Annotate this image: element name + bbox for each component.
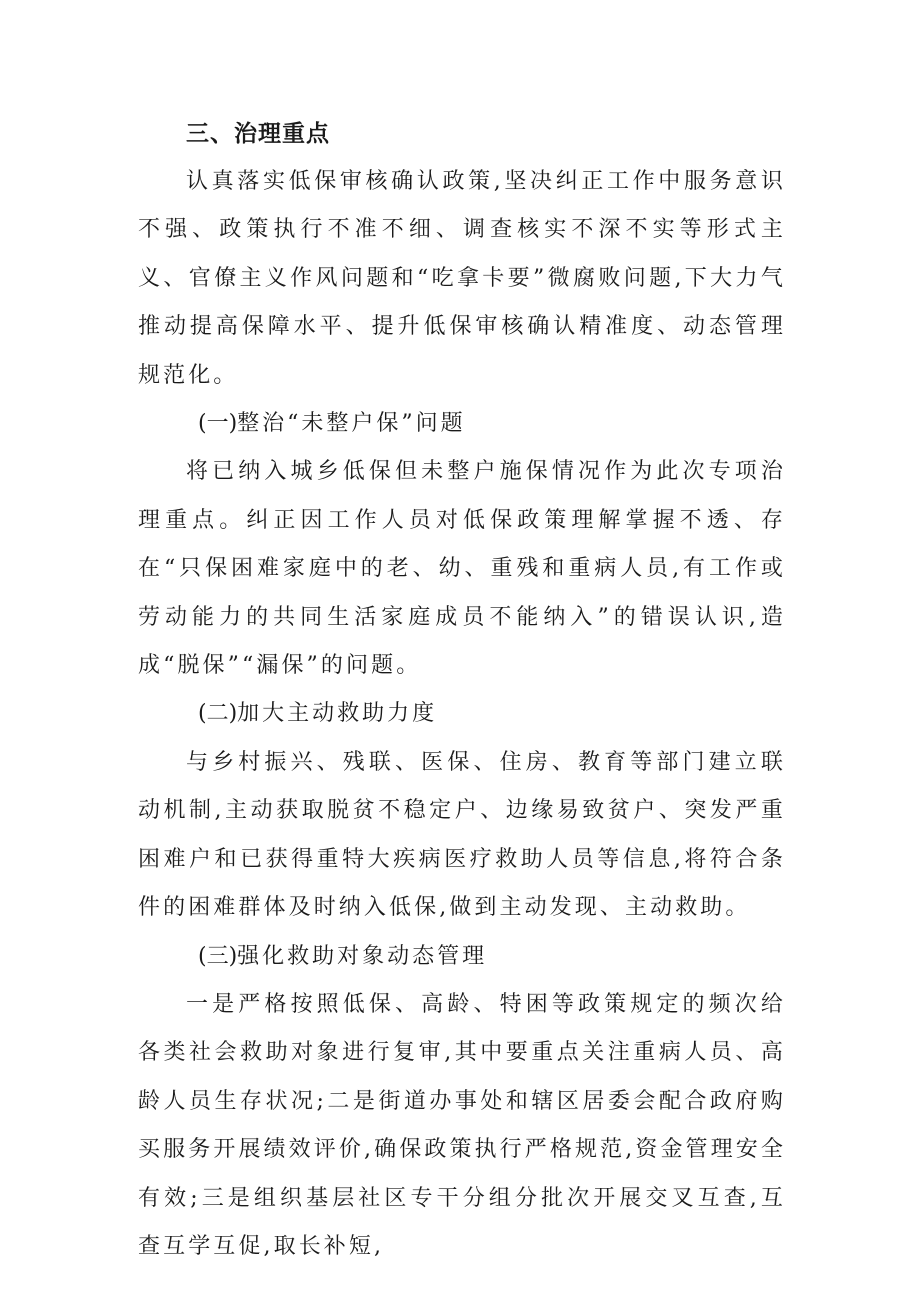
document-page	[138, 110, 786, 1271]
subsection-title: 加大主动救助力度	[237, 701, 438, 727]
subsection-heading-1	[138, 400, 786, 448]
intro-paragraph: 认真落实低保审核确认政策,坚决纠正工作中服务意识不强、政策执行不准不细、调查核实不深不实等形式主义、官僚主义作风问题和“吃拿卡要”微腐败问题,下大力气推动提高保障水平、提升低保审核确认精准度、动态管理规范化。	[138, 169, 786, 388]
subsection-number: (二)	[198, 701, 238, 727]
subsection-title: 整治“未整户保”问题	[237, 411, 466, 437]
subsection-number: (三)	[198, 943, 238, 969]
subsection-title: 强化救助对象动态管理	[237, 943, 488, 969]
subsection-paragraph-3: 一是严格按照低保、高龄、特困等政策规定的频次给各类社会救助对象进行复审,其中要重点关注重病人员、高龄人员生存状况;二是街道办事处和辖区居委会配合政府购买服务开展绩效评价,确保政策执行严格规范,资金管理安全有效;三是组织基层社区专干分组分批次开展交叉互查,互查互学互促,取长补短,	[138, 991, 786, 1259]
subsection-paragraph-2: 与乡村振兴、残联、医保、住房、教育等部门建立联动机制,主动获取脱贫不稳定户、边缘易致贫户、突发严重困难户和已获得重特大疾病医疗救助人员等信息,将符合条件的困难群体及时纳入低保,做到主动发现、主动救助。	[138, 749, 786, 921]
subsection-number: (一)	[198, 411, 238, 437]
subsection-paragraph-1: 将已纳入城乡低保但未整户施保情况作为此次专项治理重点。纠正因工作人员对低保政策理解掌握不透、存在“只保困难家庭中的老、幼、重残和重病人员,有工作或劳动能力的共同生活家庭成员不能纳入”的错误认识,造成“脱保”“漏保”的问题。	[138, 459, 786, 679]
section-heading: 三、治理重点	[186, 121, 330, 147]
subsection-heading-2	[138, 690, 786, 738]
subsection-heading-3	[138, 933, 786, 981]
